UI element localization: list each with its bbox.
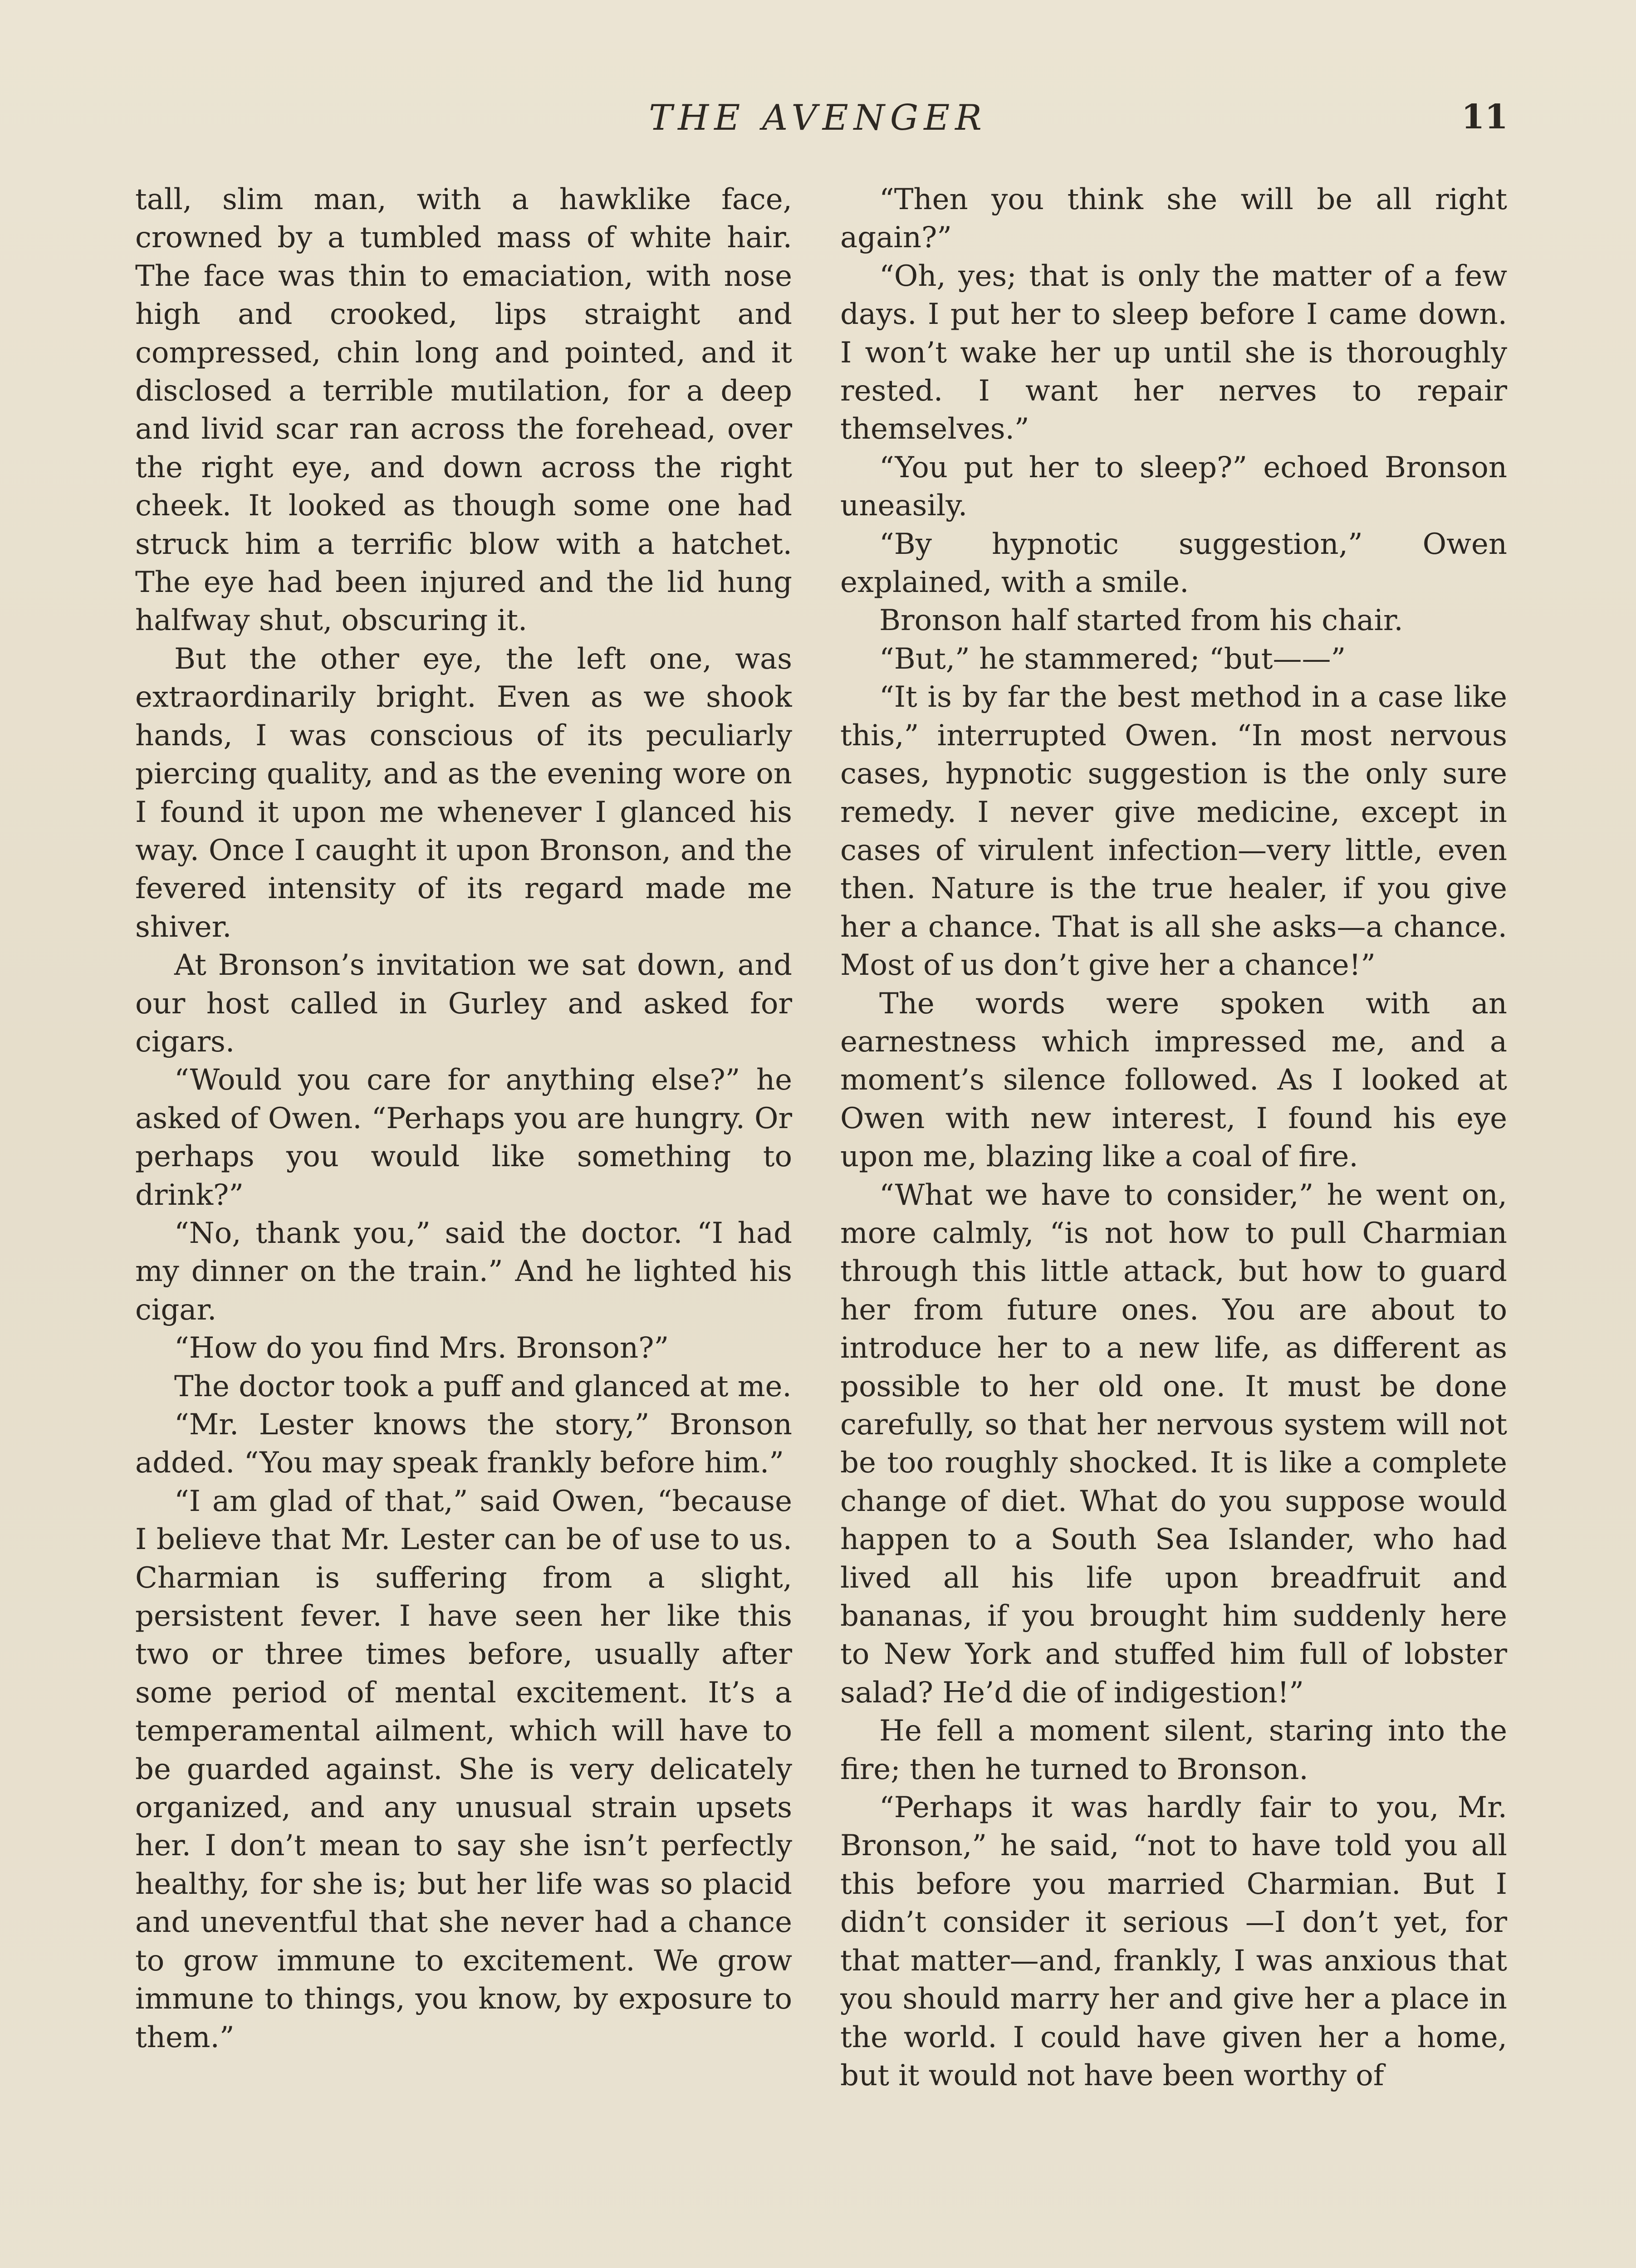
paragraph: He fell a moment silent, staring into the fire; then he turned to Bronson. [840, 1714, 1507, 1786]
paragraph: “I am glad of that,” said Owen, “because I believe that Mr. Lester can be of use to us. Charmian is suffering from a slight, persistent fever. I have seen her like this two or three times before, usually after some period of mental excitement. It’s a temperamental ailment, which will have to be guarded against. She is very delicately organized, and any unusual strain upsets her. I don’t mean to say she isn’t perfectly healthy, for she is; but her life was so placid and uneventful that she never had a chance to grow immune to excitement. We grow immune to things, you know, by exposure to them.” [135, 1484, 792, 2054]
paragraph: “You put her to sleep?” echoed Bronson uneasily. [840, 450, 1507, 523]
paragraph: “How do you find Mrs. Bronson?” [174, 1331, 669, 1365]
paragraph: The words were spoken with an earnestness which impressed me, and a moment’s silence followed. As I looked at Owen with new interest, I found his eye upon me, blazing like a coal of fire. [840, 987, 1507, 1174]
paragraph: “What we have to consider,” he went on, more calmly, “is not how to pull Charmian through this little attack, but how to guard her from future ones. You are about to introduce her to a new life, as different as possible to her old one. It must be done carefully, so that her nervous system will not be too roughly shocked. It is like a complete change of diet. What do you suppose would happen to a South Sea Islander, who had lived all his life upon breadfruit and bananas, if you brought him suddenly here to New York and stuffed him full of lobster salad? He’d die of indigestion!” [840, 1178, 1507, 1710]
paragraph: Bronson half started from his chair. [879, 604, 1403, 638]
paragraph: The doctor took a puff and glanced at me. [174, 1369, 792, 1403]
paragraph: “Would you care for anything else?” he asked of Owen. “Perhaps you are hungry. Or perhaps you would like something to drink?” [135, 1063, 792, 1212]
page-header [0, 98, 1636, 152]
paragraph: But the other eye, the left one, was extraordinarily bright. Even as we shook hands, I was conscious of its peculiarly piercing quality, and as the evening wore on I found it upon me whenever I glanced his way. Once I caught it upon Bronson, and the fevered intensity of its regard made me shiver. [135, 642, 792, 944]
paragraph: “It is by far the best method in a case like this,” interrupted Owen. “In most nervous cases, hypnotic suggestion is the only sure remedy. I never give medicine, except in cases of virulent infection—very little, even then. Nature is the true healer, if you give her a chance. That is all she asks—a chance. Most of us don’t give her a chance!” [840, 680, 1507, 982]
page-number: 11 [1461, 98, 1508, 137]
right-column [840, 181, 1507, 2268]
paragraph: “No, thank you,” said the doctor. “I had my dinner on the train.” And he lighted his cigar. [135, 1216, 792, 1327]
paragraph: “But,” he stammered; “but——” [879, 642, 1346, 676]
running-head: THE AVENGER [649, 98, 987, 138]
paragraph: “Oh, yes; that is only the matter of a few days. I put her to sleep before I came down. I won’t wake her up until she is thoroughly rested. I want her nerves to repair themselves.” [840, 259, 1507, 446]
paragraph: At Bronson’s invitation we sat down, and our host called in Gurley and asked for cigars. [135, 948, 792, 1059]
paragraph: “Then you think she will be all right again?” [840, 183, 1507, 255]
paragraph: “Mr. Lester knows the story,” Bronson added. “You may speak frankly before him.” [135, 1408, 792, 1480]
paragraph: tall, slim man, with a hawklike face, crowned by a tumbled mass of white hair. The face was thin to emaciation, with nose high and crooked, lips straight and compressed, chin long and pointed, and it disclosed a terrible mutilation, for a deep and livid scar ran across the forehead, over the right eye, and down across the right cheek. It looked as though some one had struck him a terrific blow with a hatchet. The eye had been injured and the lid hung halfway shut, obscuring it. [135, 183, 792, 638]
paragraph: “Perhaps it was hardly fair to you, Mr. Bronson,” he said, “not to have told you all this before you married Charmian. But I didn’t consider it serious —I don’t yet, for that matter—and, frankly, I was anxious that you should marry her and give her a place in the world. I could have given her a home, but it would not have been worthy of [840, 1791, 1507, 2092]
left-column [135, 181, 792, 2268]
paragraph: “By hypnotic suggestion,” Owen explained, with a smile. [840, 527, 1507, 600]
